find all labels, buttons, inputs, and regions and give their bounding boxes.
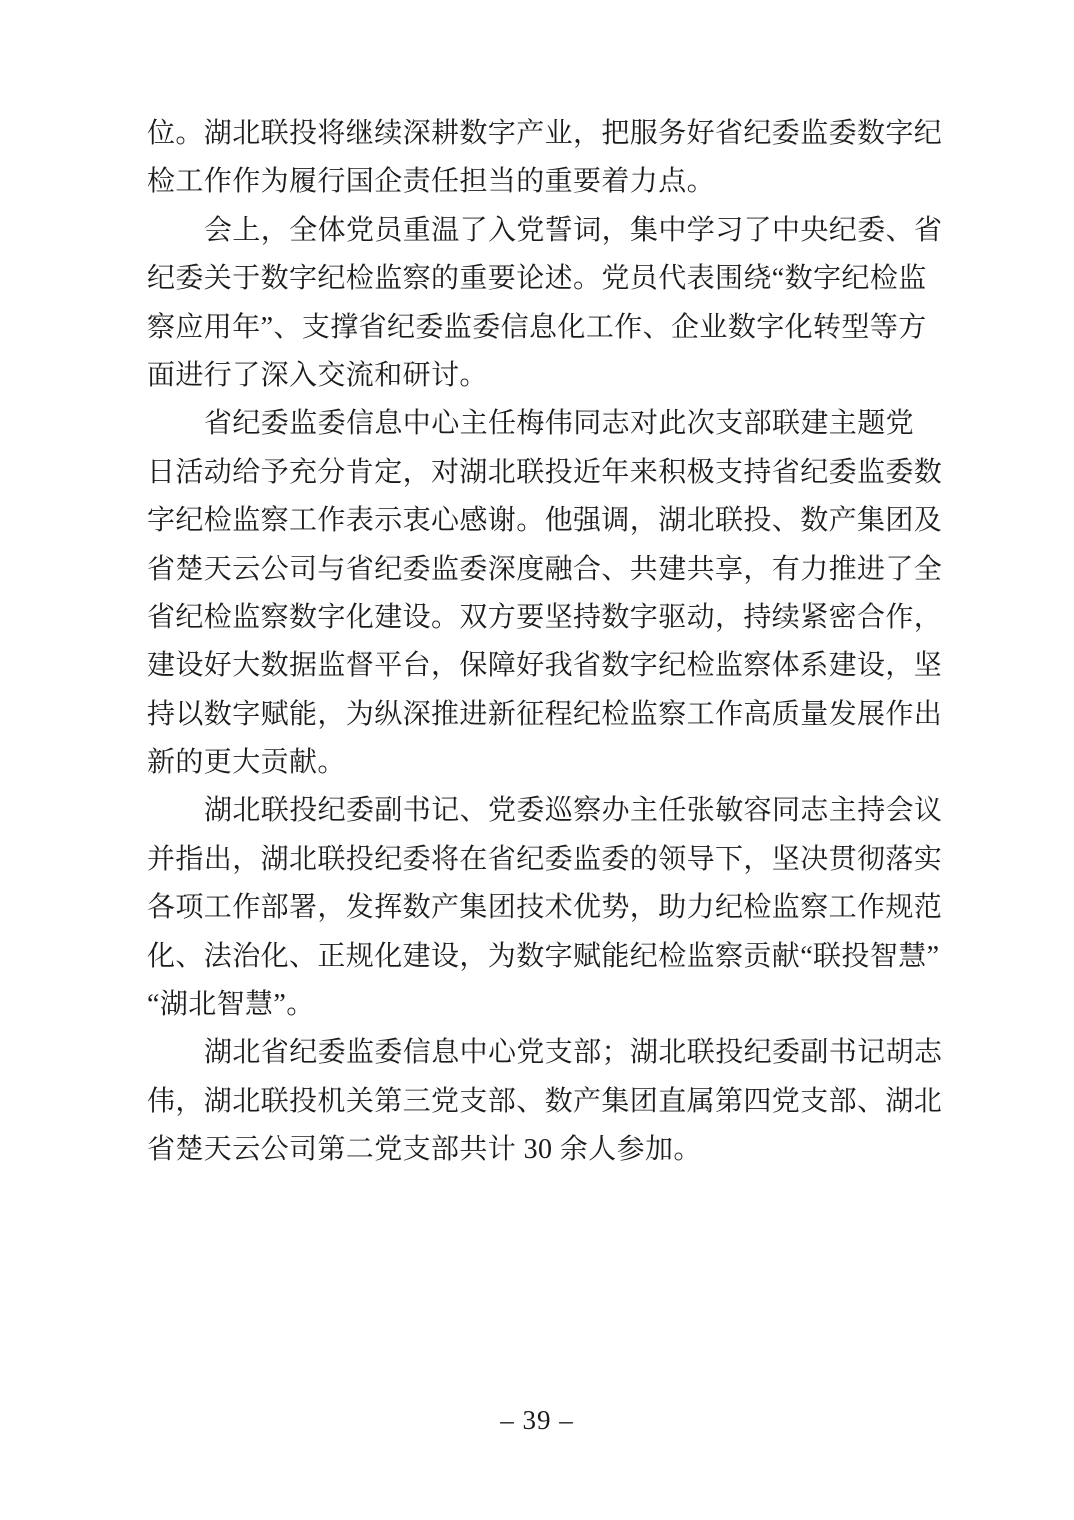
text-line: 省楚天云公司与省纪委监委深度融合、共建共享，有力推进了全 <box>147 553 943 585</box>
text-line: 字纪检监察工作表示衷心感谢。他强调，湖北联投、数产集团及 <box>147 505 943 537</box>
text-line: “湖北智慧”。 <box>147 989 315 1021</box>
text-line: 新的更大贡献。 <box>147 747 346 779</box>
page-footer <box>0 1405 1074 1436</box>
text-line: 伟，湖北联投机关第三党支部、数产集团直属第四党支部、湖北 <box>147 1085 943 1117</box>
text-line: 日活动给予充分肯定，对湖北联投近年来积极支持省纪委监委数 <box>147 456 943 488</box>
text-line: 位。湖北联投将继续深耕数字产业，把服务好省纪委监委数字纪 <box>147 118 943 149</box>
page-number: – 39 – <box>500 1405 574 1435</box>
document-body <box>147 110 943 1175</box>
text-line: 察应用年”、支撑省纪委监委信息化工作、企业数字化转型等方 <box>147 311 927 343</box>
text-line: 各项工作部署，发挥数产集团技术优势，助力纪检监察工作规范 <box>147 892 943 924</box>
paragraph <box>147 207 943 401</box>
text-line: 湖北联投纪委副书记、党委巡察办主任张敏容同志主持会议 <box>204 795 943 827</box>
text-line: 省纪检监察数字化建设。双方要坚持数字驱动，持续紧密合作， <box>147 601 943 633</box>
text-line: 检工作作为履行国企责任担当的重要着力点。 <box>147 166 716 198</box>
paragraph <box>147 400 943 787</box>
text-line: 会上，全体党员重温了入党誓词，集中学习了中央纪委、省 <box>204 214 943 246</box>
paragraph <box>147 110 943 207</box>
text-line: 省楚天云公司第二党支部共计 30 余人参加。 <box>147 1134 702 1166</box>
text-line: 面进行了深入交流和研讨。 <box>147 359 488 391</box>
paragraph <box>147 1029 943 1174</box>
text-line: 纪委关于数字纪检监察的重要论述。党员代表围绕“数字纪检监 <box>147 263 927 295</box>
text-line: 建设好大数据监督平台，保障好我省数字纪检监察体系建设，坚 <box>147 650 943 682</box>
text-line: 化、法治化、正规化建设，为数字赋能纪检监察贡献“联投智慧” <box>147 940 940 972</box>
text-line: 省纪委监委信息中心主任梅伟同志对此次支部联建主题党 <box>204 408 915 440</box>
text-line: 持以数字赋能，为纵深推进新征程纪检监察工作高质量发展作出 <box>147 698 943 730</box>
paragraph <box>147 787 943 1029</box>
text-line: 并指出，湖北联投纪委将在省纪委监委的领导下，坚决贯彻落实 <box>147 843 943 875</box>
text-line: 湖北省纪委监委信息中心党支部；湖北联投纪委副书记胡志 <box>204 1037 943 1069</box>
